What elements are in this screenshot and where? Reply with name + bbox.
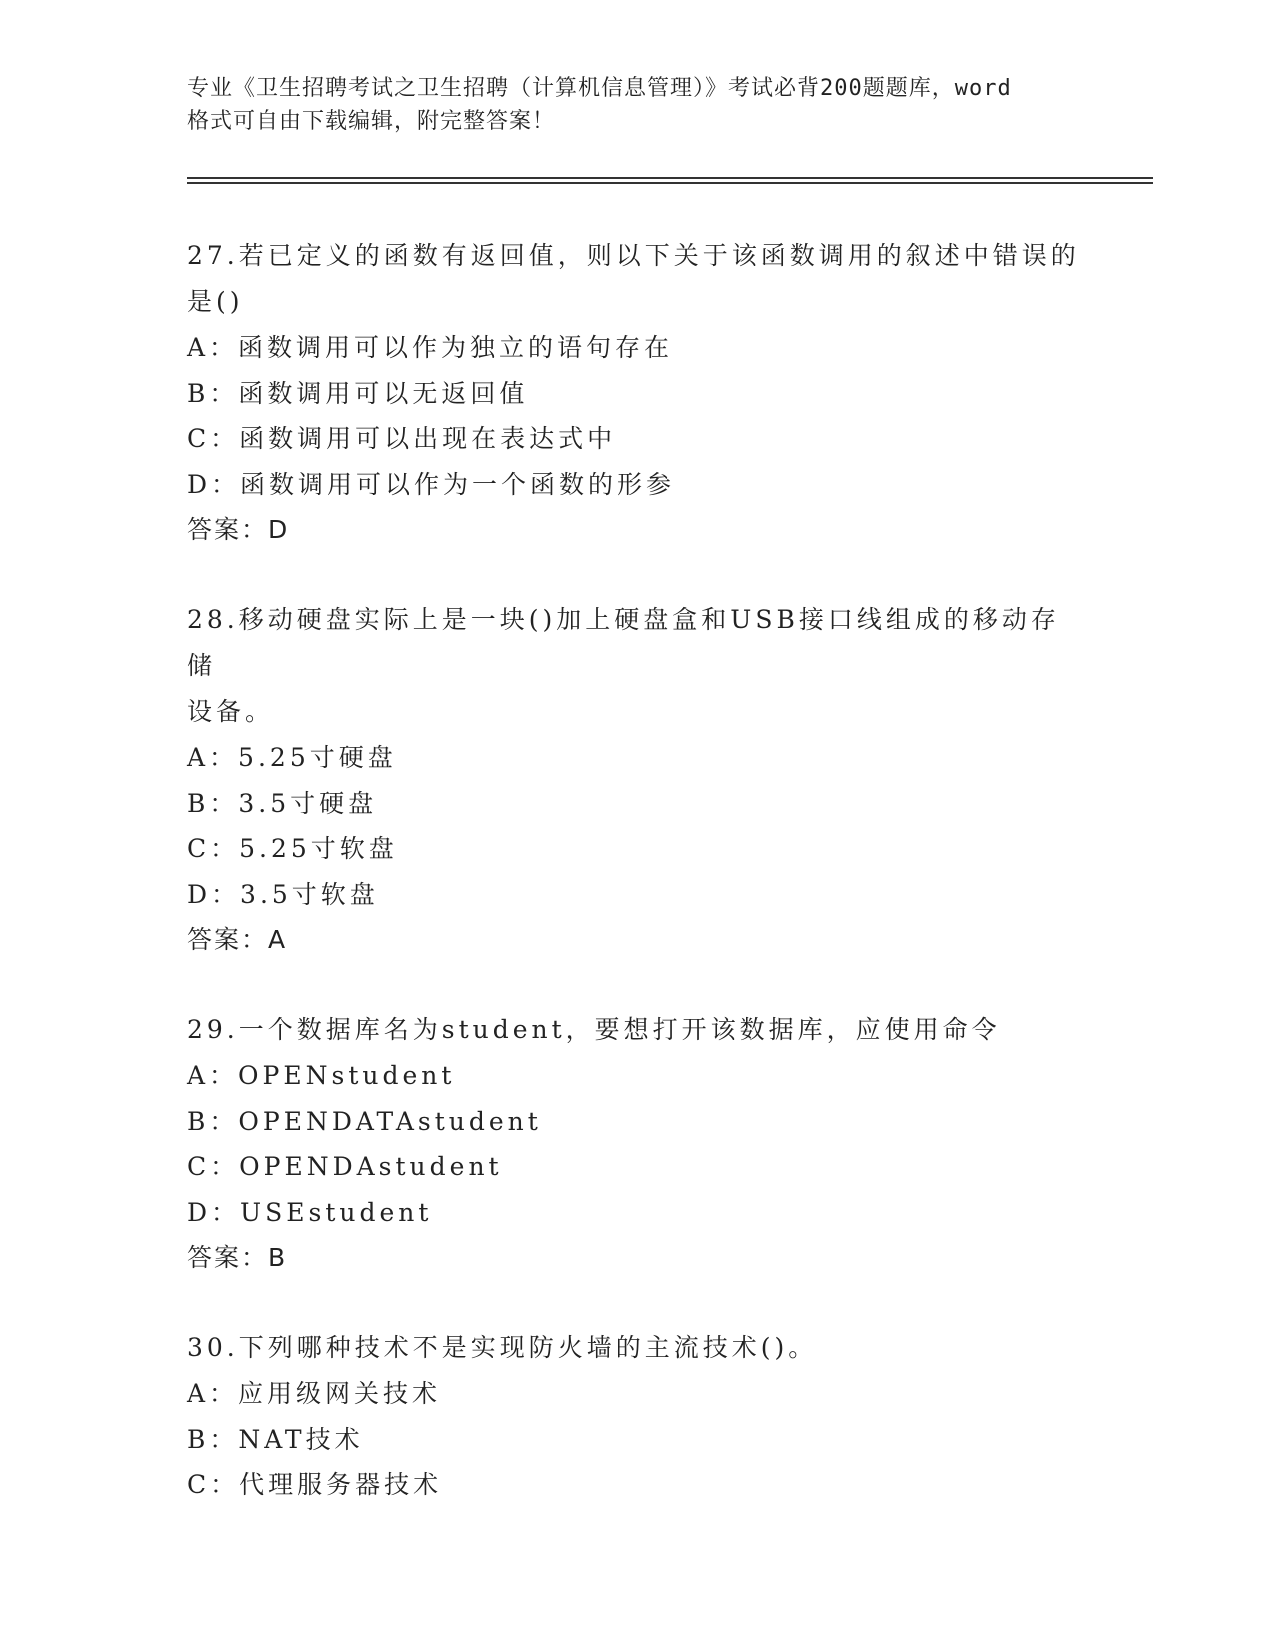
question-text [187, 1325, 1087, 1371]
question-text-line-2: 是() [187, 287, 244, 316]
answer: 答案：D [187, 515, 290, 544]
option-c: C：5.25寸软盘 [187, 834, 398, 863]
question-text-line-1: 28.移动硬盘实际上是一块()加上硬盘盒和USB接口线组成的移动存储 [187, 605, 1060, 680]
document-header [187, 72, 1087, 138]
option-d: D：3.5寸软盘 [187, 879, 379, 909]
answer: 答案：B [187, 1243, 288, 1272]
option-c: C：代理服务器技术 [187, 1470, 443, 1499]
option-a: A：函数调用可以作为独立的语句存在 [187, 333, 674, 362]
option-c: C：函数调用可以出现在表达式中 [187, 424, 617, 453]
option-c: C：OPENDAstudent [187, 1152, 503, 1181]
option-b: B：3.5寸硬盘 [187, 788, 378, 818]
option-b: B：NAT技术 [187, 1424, 364, 1454]
question-30 [187, 1325, 1087, 1508]
question-text [187, 233, 1087, 325]
question-text-line-1: 27.若已定义的函数有返回值，则以下关于该函数调用的叙述中错误的 [187, 241, 1080, 270]
question-list [187, 233, 1087, 1552]
option-d: D：USEstudent [187, 1197, 433, 1227]
question-text-line-2: 设备。 [187, 697, 275, 726]
option-a: A：5.25寸硬盘 [187, 743, 397, 772]
question-27 [187, 233, 1087, 553]
option-d: D：函数调用可以作为一个函数的形参 [187, 469, 676, 499]
header-rule-bottom [187, 182, 1153, 184]
header-rule-top [187, 177, 1153, 179]
header-line-2: 格式可自由下载编辑，附完整答案！ [187, 109, 556, 134]
question-text [187, 597, 1087, 735]
question-29 [187, 1007, 1087, 1281]
option-b: B：OPENDATAstudent [187, 1106, 542, 1136]
option-b: B：函数调用可以无返回值 [187, 378, 529, 408]
header-line-1: 专业《卫生招聘考试之卫生招聘（计算机信息管理）》考试必背200题题库，word [187, 76, 1012, 101]
option-a: A：应用级网关技术 [187, 1379, 442, 1408]
question-28 [187, 597, 1087, 963]
question-text-line-1: 30.下列哪种技术不是实现防火墙的主流技术()。 [187, 1333, 818, 1362]
answer: 答案：A [187, 925, 288, 954]
option-a: A：OPENstudent [187, 1061, 456, 1090]
question-text [187, 1007, 1087, 1053]
question-text-line-1: 29.一个数据库名为student，要想打开该数据库，应使用命令 [187, 1015, 1001, 1044]
